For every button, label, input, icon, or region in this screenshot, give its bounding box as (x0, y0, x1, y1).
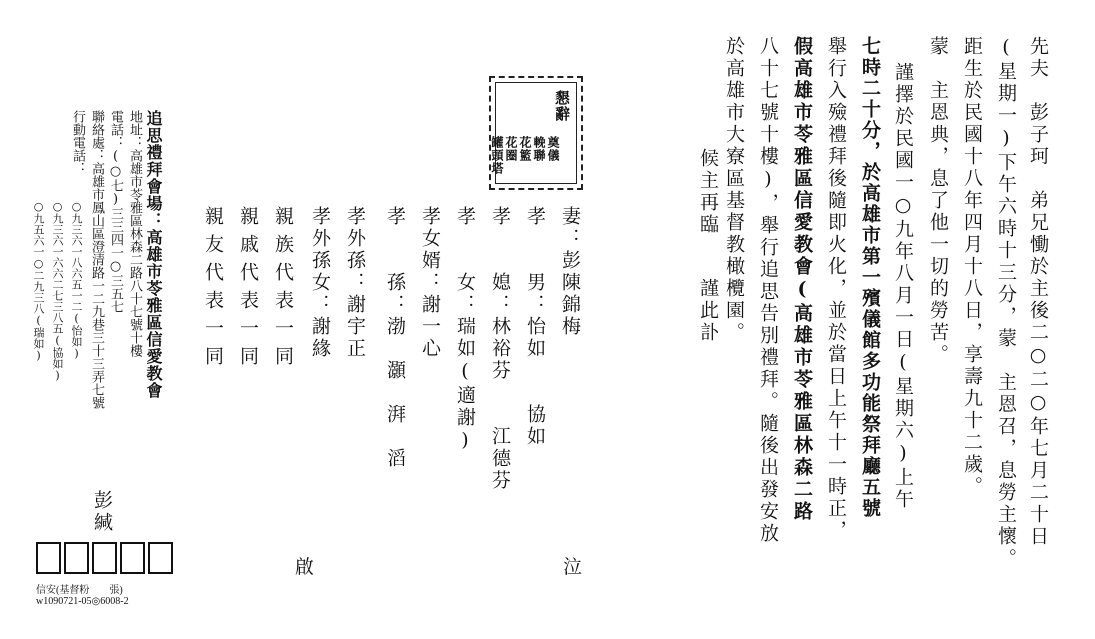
family-daughter: 孝 女：瑞如(適謝) (454, 206, 476, 454)
memorial-address: 地址：高雄市苓雅區林森二路八十七號十樓 (127, 110, 142, 357)
notice-line-2: 輓聯 (532, 136, 546, 162)
announcement-col-6: 七時二十分，於高雄市第一殯儀館多功能祭拜廳五號 (859, 36, 881, 519)
announce-mark: 啟 (295, 556, 315, 578)
notice-line-4: 花圈 (504, 136, 518, 162)
notice-title: 懇辭 (553, 90, 571, 122)
announcement-col-3: 距生於民國十八年四月十八日，享壽九十二歲。 (961, 36, 983, 498)
family-clan: 親族代表一同 (272, 206, 294, 374)
family-grandson: 孝 孫：渤 灝 湃 滔 (384, 206, 406, 470)
weep-mark: 泣 (563, 556, 583, 578)
announcement-col-4: 蒙 主恩典，息了他一切的勞苦。 (927, 36, 949, 366)
family-wife: 妻：彭陳錦梅 (559, 206, 581, 338)
announcement-col-12: 謹此訃 (697, 278, 719, 344)
memorial-mobile-1: ○九三六一八六五一二(怡如) (70, 200, 83, 360)
family-friends: 親友代表一同 (202, 206, 224, 374)
memorial-venue: 追思禮拜會場：高雄市苓雅區信愛教會 (144, 110, 163, 399)
notice-line-5: 罐頭塔 (490, 136, 504, 175)
announcement-col-8: 假高雄市苓雅區信愛教會(高雄市苓雅區林森二路 (791, 36, 813, 523)
memorial-phone: 電話：(○七)三三四一○三五七 (108, 110, 123, 313)
announcement-col-9: 八十七號十樓)，舉行追思告別禮拜。隨後出發安放 (757, 36, 779, 545)
announcement-col-1: 先夫 彭子珂 弟兄慟於主後二○二○年七月二十日 (1027, 36, 1049, 548)
family-relatives: 親戚代表一同 (237, 206, 259, 374)
family-son: 孝 男：怡如 協如 (524, 206, 546, 448)
issuer-signature: 彭緘 (91, 490, 113, 534)
memorial-contact: 聯絡處：高雄市鳳山區澄清路一二九巷三十三弄七號 (89, 110, 104, 409)
seal-box (148, 542, 173, 574)
announcement-col-11: 候主再臨 (697, 148, 719, 236)
notice-line-1: 奠儀 (546, 136, 560, 162)
family-son-in-law: 孝女婿：謝一心 (419, 206, 441, 360)
seal-box (64, 542, 89, 574)
seal-box (120, 542, 145, 574)
memorial-mobile-label: 行動電話： (70, 110, 85, 175)
announcement-col-2: (星期一)下午六時十三分，蒙 主恩召，息勞主懷。 (995, 36, 1017, 570)
notice-line-3: 花籃 (518, 136, 532, 162)
announcement-col-5: 謹擇於民國一○九年八月一日(星期六)上午 (892, 62, 914, 511)
memorial-mobile-2: ○九三六一六六二七三八五(協如) (51, 200, 64, 382)
seal-boxes (36, 542, 173, 574)
announcement-col-7: 舉行入殮禮拜後隨即火化，並於當日上午十一時正， (825, 36, 847, 542)
family-outer-granddaughter: 孝外孫女：謝緣 (309, 206, 331, 360)
seal-box (92, 542, 117, 574)
family-outer-grandson: 孝外孫：謝宇正 (344, 206, 366, 360)
announcement-col-10: 於高雄市大寮區基督教橄欖園。 (723, 36, 745, 344)
footer-line-2: w1090721-05◎6008-2 (36, 596, 129, 607)
footer-line-1: 信安(基督粉 張) (36, 585, 123, 596)
decline-notice-box (489, 76, 583, 190)
seal-box (36, 542, 61, 574)
family-daughter-in-law: 孝 媳：林裕芬 江德芬 (489, 206, 511, 492)
memorial-mobile-3: ○九五六一○二九三八(瑞如) (32, 200, 45, 362)
